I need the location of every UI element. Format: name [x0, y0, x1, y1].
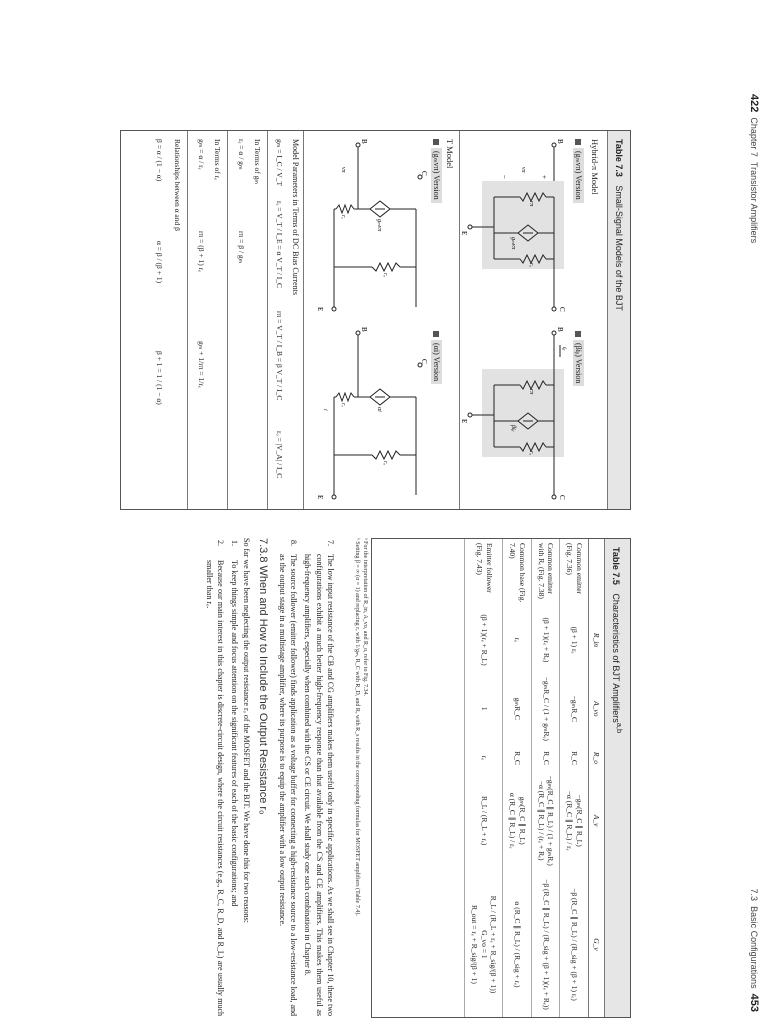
- right-section: 7.3: [749, 888, 759, 902]
- param-ro: rₒ = |V_A| / I_C: [275, 431, 284, 479]
- gm-source-label: gₘvπ: [510, 237, 516, 250]
- gm-sum: gₘ + 1/rπ = 1/rₑ: [197, 341, 206, 388]
- table-7-3-title: [607, 131, 630, 509]
- row-ce-av2: −α (R_C ∥ R_L) / rₑ: [565, 790, 575, 851]
- re-label-3: rₑ: [340, 215, 346, 219]
- ro-label-3: rₒ: [382, 273, 388, 278]
- row-cere-avo: −gₘR_C / (1 + gₘRₑ): [532, 671, 561, 747]
- param-gm: gₘ = I_C / V_T: [275, 139, 284, 187]
- list-item: [203, 538, 226, 1016]
- row-cb-avo: gₘR_C: [503, 671, 532, 747]
- row-ef-ro: rₑ: [465, 747, 503, 770]
- right-section-title: Basic Configurations: [749, 906, 759, 989]
- col-gv: G_v: [589, 872, 605, 1017]
- alpha-source-label: αi: [376, 407, 382, 412]
- section-heading: 7.3.8 When and How to Include the Output Resistance rₒ: [257, 538, 270, 815]
- row-ef-rin: (β + 1)(rₑ + R_L): [465, 609, 503, 671]
- row-cere-av2: −α (R_C ∥ R_L) / (rₑ + Rₑ): [536, 780, 546, 861]
- re-in-gm: rₑ = α / gₘ: [237, 139, 246, 170]
- row-ef-gv1: R_L / (R_L + rₑ + R_sig/(β + 1)): [489, 895, 499, 994]
- divider-3: [267, 131, 268, 509]
- row-ce-ro: R_C: [560, 747, 589, 770]
- row-cere-ro: R_C: [532, 747, 561, 770]
- table-row: [532, 539, 561, 1017]
- right-page-number: 453: [748, 993, 760, 1012]
- rpi-label-2: rπ: [528, 389, 534, 395]
- row-cere-config: Common emitter with Rₑ (Fig. 7.38): [532, 539, 561, 609]
- right-page-header: [748, 889, 760, 1012]
- rpi-in-gm: rπ = β / gₘ: [237, 231, 246, 264]
- row-ef-avo: 1: [465, 671, 503, 747]
- row-cere-rin: (β + 1)(rₑ + Rₑ): [532, 609, 561, 671]
- row-ce-gv: −β (R_C ∥ R_L) / (R_sig + (β + 1) rₑ): [560, 872, 589, 1017]
- vpi-label: vπ: [520, 167, 526, 173]
- left-page-number: 422: [748, 94, 760, 113]
- row-ce-config: Common emitter (Fig. 7.36): [560, 539, 589, 609]
- rpi-in-re: rπ = (β + 1) rₑ: [197, 231, 206, 273]
- left-chapter: Chapter 7: [749, 117, 759, 157]
- list-item: [276, 538, 299, 1016]
- t-model-heading: T Model: [445, 139, 455, 169]
- row-ef-gv3: R_out = rₑ + R_sig/(β + 1): [470, 905, 479, 984]
- table-7-5-title: [604, 539, 630, 1017]
- hybrid-pi-gm-circuit: [460, 137, 572, 317]
- table-label: Table 7.3: [614, 139, 624, 177]
- row-ef-gv: [465, 872, 503, 1017]
- param-re: rₑ = V_T / I_E = α V_T / I_C: [275, 201, 284, 289]
- table-75-label: Table 7.5: [611, 547, 621, 585]
- table-75-caption: Characteristics of BJT Amplifiers: [611, 593, 621, 723]
- table-75-sup: a,b: [615, 722, 624, 734]
- col-config: [589, 539, 605, 609]
- row-ef-config: Emitter follower (Fig. 7.43): [465, 539, 503, 609]
- node-b: B: [556, 139, 564, 144]
- left-chapter-title: Transistor Amplifiers: [749, 161, 759, 244]
- list-item: [302, 538, 336, 1016]
- reason1-text: To keep things simple and focus attention on the significant features of each of the basic configurations; and: [230, 560, 240, 907]
- plus-sign: +: [540, 175, 548, 179]
- row-cere-av1: −gₘ(R_C ∥ R_L) / (1 + gₘRₑ): [546, 775, 556, 866]
- ro-label-2: rₒ: [528, 451, 534, 456]
- node-c-4: C: [420, 359, 428, 364]
- rpi-label: rπ: [528, 201, 534, 207]
- divider-4: [227, 131, 228, 509]
- row-ce-av1: −gₘ(R_C ∥ R_L): [575, 794, 584, 847]
- re-label-4: rₑ: [340, 403, 346, 407]
- vpi-label-3: vπ: [340, 167, 346, 173]
- row-cb-rin: rₑ: [503, 609, 532, 671]
- row-ce-avo: −gₘR_C: [560, 671, 589, 747]
- node-e-4: E: [316, 495, 324, 500]
- v3-tag: (gₘvπ) Version: [431, 139, 442, 203]
- node-e-2: E: [460, 419, 468, 424]
- node-e: E: [460, 231, 468, 236]
- row-cb-av1: gₘ(R_C ∥ R_L): [518, 796, 527, 845]
- row-ef-av1: R_L / (R_L + rₑ): [479, 795, 489, 846]
- node-b-2: B: [556, 327, 564, 332]
- note-a: ᵃ For the interpretation of R_in, A_vo, and R_o, refer to Fig. 7.34.: [362, 538, 368, 696]
- reason1-num: 1.: [230, 540, 240, 546]
- v2-tag: (βiᵦ) Version: [573, 331, 584, 386]
- row-cb-av2: α (R_C ∥ R_L) / rₑ: [508, 792, 518, 849]
- item8-text: The source follower (emitter follower) finds application as a voltage buffer for connecting a high-resistance source to a low-resistance load, and as the output stage in a multistage amplifier, where its purpose is to equip the amplifier with a low output resistance.: [277, 554, 298, 1016]
- row-cb-ro: R_C: [503, 747, 532, 770]
- gm-source-label-t: gₘvπ: [376, 219, 382, 232]
- row-cere-av: [532, 769, 561, 872]
- relationships-title: Relationships between α and β: [173, 139, 182, 231]
- item7-num: 7.: [326, 540, 335, 546]
- in-terms-gm-title: In Terms of gₘ: [253, 139, 262, 185]
- row-ef-gv2: G_vo = 1: [479, 930, 489, 959]
- i-label: i: [322, 409, 328, 411]
- hybrid-pi-beta-circuit: [460, 325, 572, 505]
- row-ce-av: [560, 769, 589, 872]
- node-b-4: B: [360, 327, 368, 332]
- param-rpi: rπ = V_T / I_B = β V_T / I_C: [275, 311, 284, 401]
- v1-tag: (gₘvπ) Version: [573, 139, 584, 203]
- hybrid-pi-heading: Hybrid-π Model: [590, 139, 600, 195]
- gm-in-re: gₘ = α / rₑ: [197, 139, 206, 170]
- table-7-3: [120, 130, 631, 510]
- row-ce-rin: (β + 1) rₑ: [560, 609, 589, 671]
- col-ro: R_o: [589, 747, 605, 770]
- divider-2: [303, 131, 304, 509]
- row-cere-gv: −β (R_C ∥ R_L) / (R_sig + (β + 1)(rₑ + Rₑ)): [532, 872, 561, 1017]
- left-page-header: [748, 94, 760, 243]
- model-params-title: Model Parameters in Terms of DC Bias Currents: [291, 139, 300, 295]
- col-avo: A_vo: [589, 671, 605, 747]
- t-model-gm-circuit: [312, 137, 430, 317]
- alpha-rel: α = β / (β + 1): [155, 241, 164, 284]
- node-e-3: E: [316, 307, 324, 312]
- node-c-2: C: [558, 495, 566, 500]
- node-b-3: B: [360, 139, 368, 144]
- row-cb-config: Common base (Fig. 7.40): [503, 539, 532, 609]
- t-model-alpha-circuit: [312, 325, 430, 505]
- in-terms-re-title: In Terms of rₑ: [213, 139, 222, 181]
- note-b: ᵇ Setting β = ∞ (α = 1) and replacing rₑ with 1/gₘ, R_C with R_D, and Rₑ with R_s results in the corresponding formulas for MOSFET amplifiers (Table 7.4).: [354, 538, 361, 916]
- row-ef-av: [465, 769, 503, 872]
- reason2-text: Because our main interest in this chapter is discrete-circuit design, where the circuit resistances (e.g., R_C, R_D, and R_L) are usually much smaller than rₒ.: [204, 560, 225, 1016]
- beta-rel: β = α / (1 − α): [155, 139, 164, 182]
- col-rin: R_in: [589, 609, 605, 671]
- table-header-row: [589, 539, 605, 1017]
- col-av: A_v: [589, 769, 605, 872]
- divider-1: [459, 131, 460, 509]
- minus-sign: −: [500, 175, 508, 179]
- node-c-3: C: [420, 171, 428, 176]
- table-row: [465, 539, 503, 1017]
- section-paragraph: So far we have been neglecting the output resistance rₒ of the MOSFET and the BJT. We have done this for two reasons:: [241, 538, 251, 923]
- table-row: [503, 539, 532, 1017]
- divider-5: [187, 131, 188, 509]
- table-notes: [352, 538, 368, 1016]
- characteristics-table: [464, 539, 604, 1017]
- table-caption: Small-Signal Models of the BJT: [614, 185, 624, 311]
- list-item: [229, 538, 240, 1016]
- item8-num: 8.: [288, 540, 298, 546]
- item7-text: The low input resistance of the CB and CG amplifiers makes them useful only in specific applications. As we shall see in Chapter 10, these two configurations exhibit a much better high-frequency response than that available from the CS and CE amplifiers. This makes them useful as high-frequency amplifiers, especially when combined with the CS or CE circuit. We shall study one such combination in Chapter 8.: [303, 554, 335, 1016]
- reason2-num: 2.: [215, 540, 225, 546]
- ro-label-4: rₒ: [382, 461, 388, 466]
- table-7-5: [371, 538, 631, 1018]
- betap1-rel: β + 1 = 1 / (1 − α): [155, 351, 164, 405]
- row-cb-gv: α (R_C ∥ R_L) / (R_sig + rₑ): [503, 872, 532, 1017]
- body-text: [200, 538, 336, 1016]
- v4-tag: (αi) Version: [431, 331, 442, 384]
- node-c: C: [558, 307, 566, 312]
- ro-label: rₒ: [528, 263, 534, 268]
- ib-label: iᵦ: [561, 347, 567, 351]
- beta-source-label: βiᵦ: [510, 425, 516, 432]
- row-cb-av: [503, 769, 532, 872]
- table-row: [560, 539, 589, 1017]
